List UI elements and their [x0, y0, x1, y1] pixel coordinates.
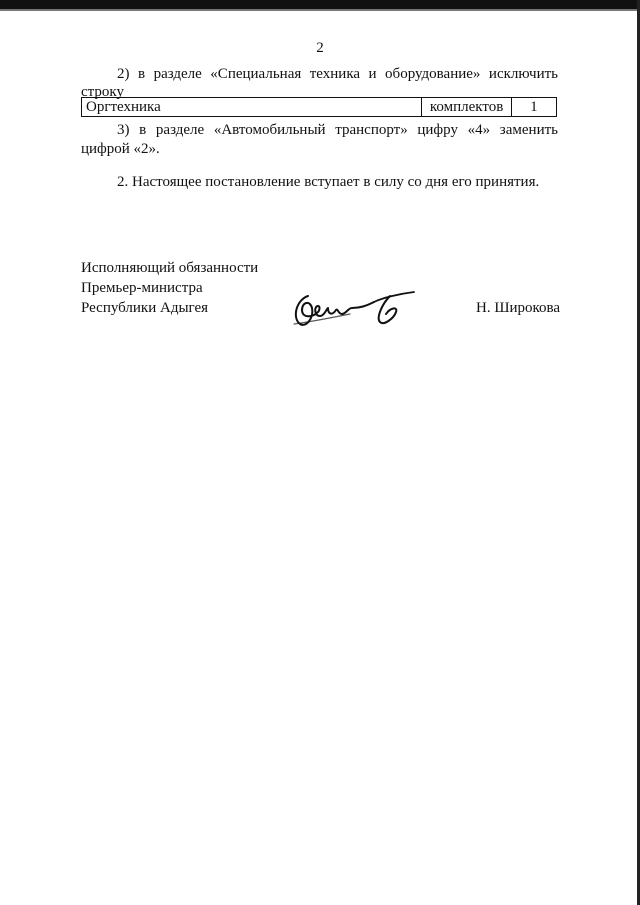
signatory-name: Н. Широкова: [476, 300, 561, 316]
table-cell-unit: комплектов: [422, 98, 511, 117]
table-cell-qty: 1: [511, 98, 556, 117]
item-3-text: 3) в разделе «Автомобильный транспорт» цифру «4» заменить: [117, 122, 558, 138]
item-3-line-2: цифрой «2».: [81, 141, 160, 157]
signatory-title-line-1: Исполняющий обязанности: [81, 260, 259, 276]
item-3-line-1: [81, 120, 558, 140]
scan-top-border: [0, 0, 640, 9]
signatory-title-line-2: Премьер-министра: [81, 280, 203, 296]
page-number: 2: [316, 40, 324, 56]
signatory-title-line-3: Республики Адыгея: [81, 300, 209, 316]
final-clause: 2. Настоящее постановление вступает в силу со дня его принятия.: [117, 174, 540, 190]
table-cell-name: Оргтехника: [82, 98, 422, 117]
signatory-title-block: [81, 258, 258, 318]
item-2-text: 2) в разделе «Специальная техника и оборудование» исключить: [117, 66, 558, 82]
handwritten-signature: [290, 288, 422, 330]
scan-top-border-shadow: [0, 9, 640, 11]
table-row: [82, 98, 557, 117]
item-2-line-2: строку: [81, 84, 124, 100]
excluded-row-table: [81, 97, 557, 117]
item-2-line-1: [81, 64, 558, 84]
